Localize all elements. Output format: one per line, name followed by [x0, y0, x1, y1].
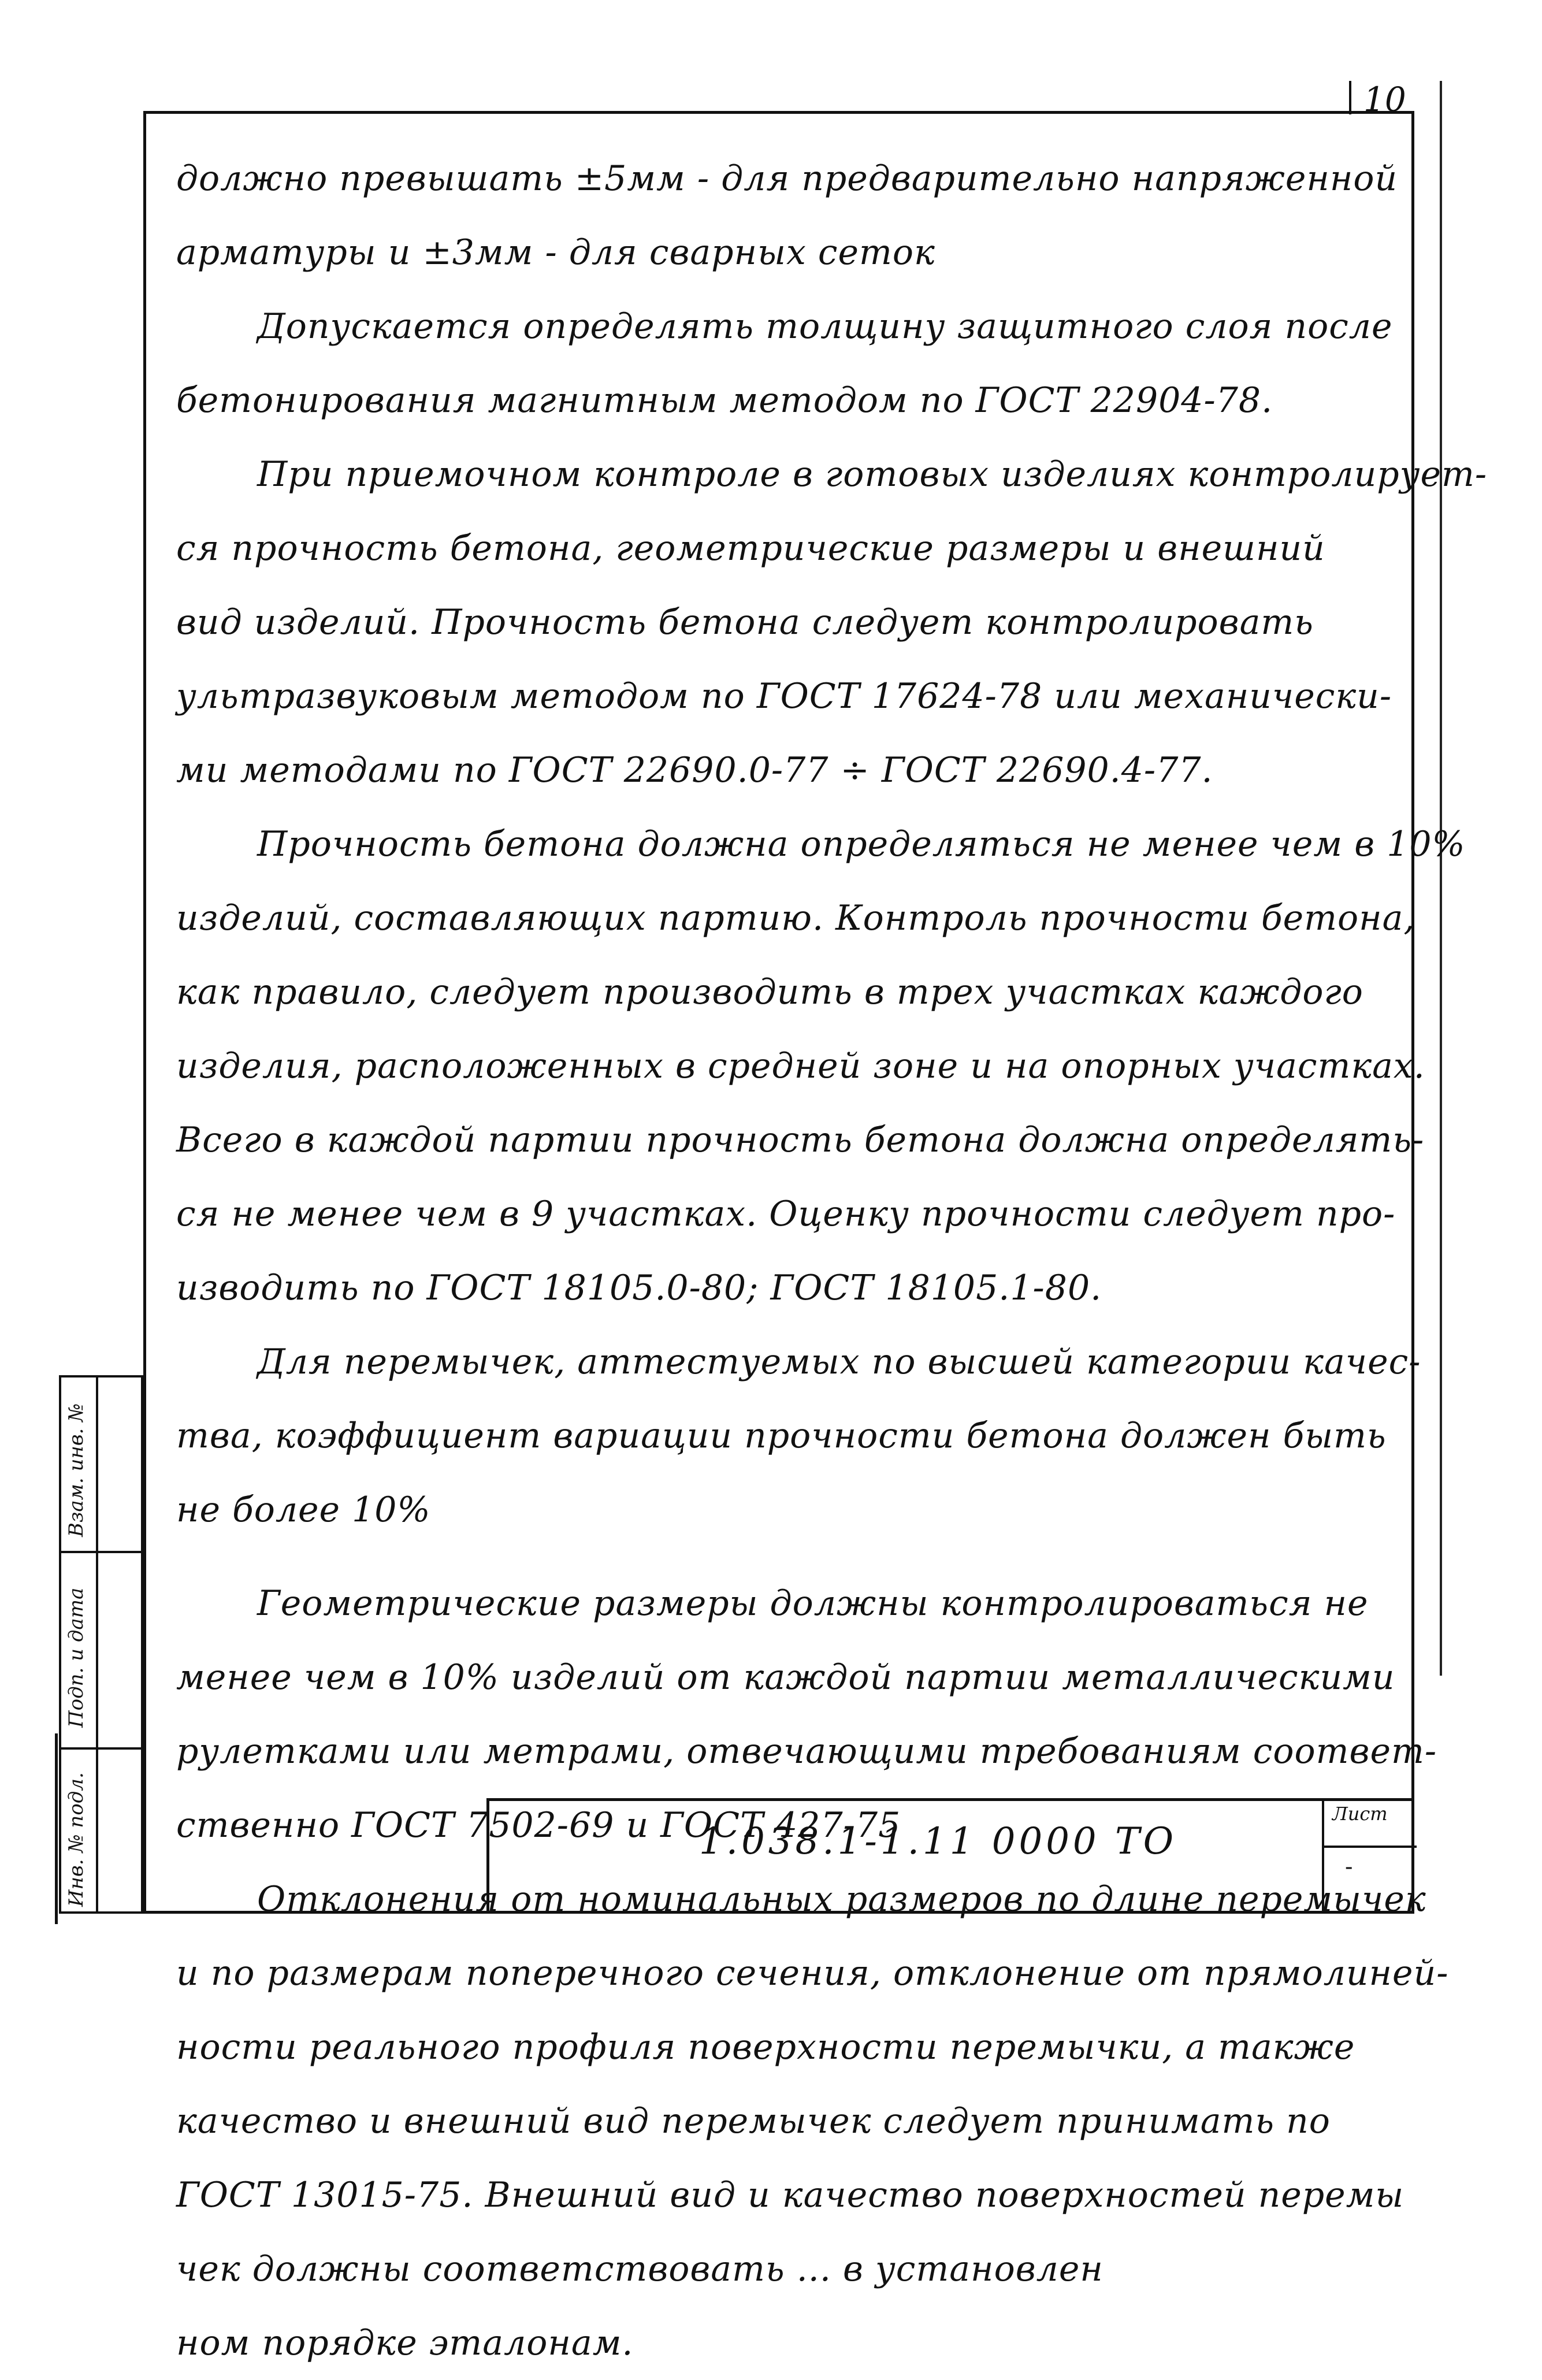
document-code: 1.038.1-1.11 0000 ТО: [699, 1820, 1177, 1863]
sheet-value: -: [1345, 1854, 1353, 1880]
text-line: как правило, следует производить в трех участках каждого: [176, 972, 1363, 1012]
text-line: ности реального профиля поверхности перемычки, а также: [176, 2027, 1355, 2067]
text-line: При приемочном контроле в готовых изделиях контролирует-: [257, 454, 1488, 495]
text-line: чек должны соответствовать ... в установлен: [176, 2249, 1103, 2289]
paragraph: [176, 1325, 1421, 1547]
sheet-label: Лист: [1332, 1803, 1388, 1825]
text-line: Для перемычек, аттестуемых по высшей категории качес-: [257, 1342, 1421, 1382]
text-line: ном порядке эталонам.: [176, 2323, 634, 2363]
paragraph-gap: [176, 1547, 1401, 1566]
stamp-divider: [61, 1747, 141, 1750]
sheet-number: 10: [1363, 80, 1406, 119]
text-line: тва, коэффициент вариации прочности бетона должен быть: [176, 1416, 1387, 1456]
paragraph: [176, 142, 1401, 289]
sheet-cell-divider: [1324, 1846, 1417, 1848]
stamp-divider: [96, 1377, 98, 1911]
text-line: арматуры и ±3мм - для сварных сеток: [176, 232, 935, 273]
paragraph: [176, 1862, 1449, 2380]
text-line: ся не менее чем в 9 участках. Оценку прочности следует про-: [176, 1194, 1396, 1234]
text-line: Геометрические размеры должны контролироваться не: [257, 1583, 1369, 1624]
stamp-label-original-inventory: Инв. № подл.: [65, 1772, 88, 1907]
text-line: изделия, расположенных в средней зоне и на опорных участках.: [176, 1046, 1425, 1086]
text-line: Прочность бетона должна определяться не менее чем в 10%: [257, 824, 1466, 864]
text-line: бетонирования магнитным методом по ГОСТ 22904-78.: [176, 380, 1273, 421]
text-line: менее чем в 10% изделий от каждой партии металлическими: [176, 1657, 1395, 1698]
stamp-divider: [61, 1551, 141, 1553]
paragraph: [176, 289, 1401, 437]
document-body: [176, 142, 1488, 2380]
text-line: ГОСТ 13015-75. Внешний вид и качество поверхностей перемы: [176, 2175, 1404, 2215]
text-line: должно превышать ±5мм - для предварительно напряженной: [176, 158, 1398, 199]
text-line: Допускается определять толщину защитного слоя после: [257, 306, 1393, 347]
margin-rule-left: [55, 1733, 58, 1924]
text-line: ся прочность бетона, геометрические размеры и внешний: [176, 528, 1325, 569]
text-line: Всего в каждой партии прочность бетона должна определять-: [176, 1120, 1425, 1160]
text-line: ственно ГОСТ 7502-69 и ГОСТ 427-75: [176, 1805, 901, 1846]
text-line: качество и внешний вид перемычек следует принимать по: [176, 2101, 1331, 2141]
text-line: изделий, составляющих партию. Контроль прочности бетона,: [176, 898, 1415, 938]
text-line: ми методами по ГОСТ 22690.0-77 ÷ ГОСТ 22690.4-77.: [176, 750, 1213, 790]
text-line: не более 10%: [176, 1490, 431, 1530]
stamp-label-signature-date: Подп. и дата: [65, 1587, 88, 1728]
text-line: изводить по ГОСТ 18105.0-80; ГОСТ 18105.1-80.: [176, 1268, 1102, 1308]
text-line: ультразвуковым методом по ГОСТ 17624-78 или механически-: [176, 676, 1392, 716]
paragraph: [176, 807, 1466, 1325]
paragraph: [176, 437, 1488, 807]
text-line: Отклонения от номинальных размеров по длине перемычек: [257, 1879, 1426, 1919]
title-block-sheet-cell: [1322, 1798, 1414, 1914]
text-line: рулетками или метрами, отвечающими требованиям соответ-: [176, 1731, 1437, 1772]
stamp-label-replacement-inventory: Взам. инв. №: [65, 1403, 88, 1537]
text-line: вид изделий. Прочность бетона следует контролировать: [176, 602, 1314, 643]
text-line: и по размерам поперечного сечения, отклонение от прямолиней-: [176, 1953, 1449, 1993]
